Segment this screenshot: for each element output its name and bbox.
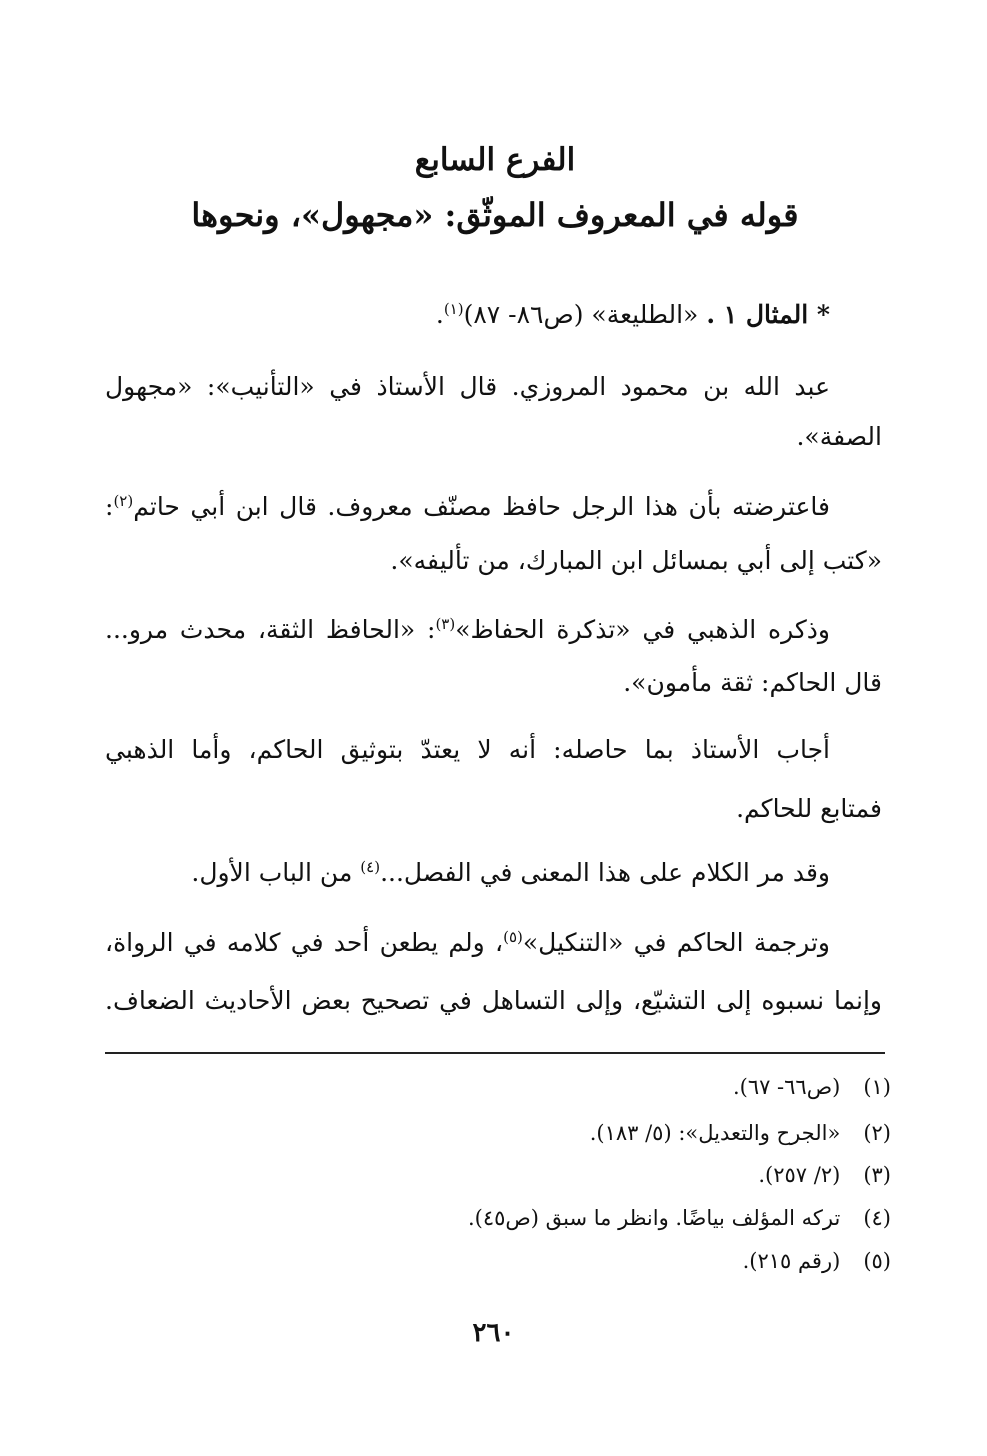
paragraph-5-text-a: وقد مر الكلام على هذا المعنى في الفصل... — [380, 858, 830, 887]
footnote-ref-5: (٥) — [503, 928, 523, 946]
footnote-4 — [468, 1206, 891, 1230]
footnote-number: (٥) — [863, 1249, 891, 1273]
paragraph-2-text-a: فاعترضته بأن هذا الرجل حافظ مصنّف معروف. قال ابن أبي حاتم — [133, 492, 830, 521]
paragraph-6-text-b: ، ولم يطعن أحد في كلامه في الرواة، — [105, 928, 504, 957]
paragraph-4-line-1: أجاب الأستاذ بما حاصله: أنه لا يعتدّ بتوثيق الحاكم، وأما الذهبي — [105, 735, 830, 764]
footnote-1 — [733, 1075, 891, 1099]
example-line — [105, 300, 882, 330]
paragraph-2-line-1 — [105, 492, 882, 522]
paragraph-5-text-b: من الباب الأول. — [191, 858, 353, 887]
paragraph-3-line-2: قال الحاكم: ثقة مأمون». — [623, 668, 882, 697]
paragraph-3-text-b: : «الحافظ الثقة، محدث مرو... — [105, 615, 436, 644]
paragraph-6-line-1 — [105, 928, 882, 958]
footnote-text: (٢/ ٢٥٧). — [758, 1163, 841, 1187]
example-text: «الطليعة» (ص٨٦- ٨٧) — [463, 300, 699, 329]
footnote-number: (٢) — [863, 1121, 891, 1145]
example-label: * المثال ١ . — [706, 300, 830, 329]
footnote-ref-3: (٣) — [435, 615, 456, 633]
footnote-number: (٣) — [863, 1163, 891, 1187]
footnote-number: (١) — [863, 1075, 891, 1099]
paragraph-1-line-2: الصفة». — [796, 422, 882, 451]
example-end: . — [435, 300, 444, 329]
footnote-text: تركه المؤلف بياضًا. وانظر ما سبق (ص٤٥). — [467, 1206, 841, 1230]
paragraph-6-text-a: وترجمة الحاكم في «التنكيل» — [522, 928, 830, 957]
paragraph-5-line-1 — [105, 858, 882, 888]
footnote-ref-1: (١) — [443, 300, 464, 318]
footnote-ref-2: (٢) — [113, 492, 134, 510]
paragraph-2-line-2: «كتب إلى أبي بمسائل ابن المبارك، من تأليفه». — [390, 546, 882, 575]
paragraph-3-line-1 — [105, 615, 882, 645]
footnote-text: «الجرح والتعديل»: (٥/ ١٨٣). — [589, 1121, 841, 1145]
section-subtitle: قوله في المعروف الموثّق: «مجهول»، ونحوها — [191, 196, 799, 234]
paragraph-2-text-b: : — [105, 492, 114, 521]
footnote-3 — [758, 1163, 891, 1187]
footnote-ref-4: (٤) — [360, 858, 381, 876]
paragraph-3-text-a: وذكره الذهبي في «تذكرة الحفاظ» — [455, 615, 831, 644]
footnote-2 — [590, 1121, 891, 1145]
paragraph-1-line-1: عبد الله بن محمود المروزي. قال الأستاذ في «التأنيب»: «مجهول — [105, 372, 831, 401]
footnote-text: (رقم ٢١٥). — [742, 1249, 841, 1273]
paragraph-4-line-2: فمتابع للحاكم. — [736, 794, 882, 823]
footnote-5 — [743, 1249, 891, 1273]
page-number: ٢٦٠ — [472, 1318, 515, 1348]
footnote-number: (٤) — [863, 1206, 891, 1230]
paragraph-6-line-2: وإنما نسبوه إلى التشيّع، وإلى التساهل في تصحيح بعض الأحاديث الضعاف. — [105, 986, 882, 1015]
footnote-separator — [105, 1052, 885, 1054]
footnote-text: (ص٦٦- ٦٧). — [732, 1075, 841, 1099]
section-title: الفرع السابع — [414, 142, 576, 178]
